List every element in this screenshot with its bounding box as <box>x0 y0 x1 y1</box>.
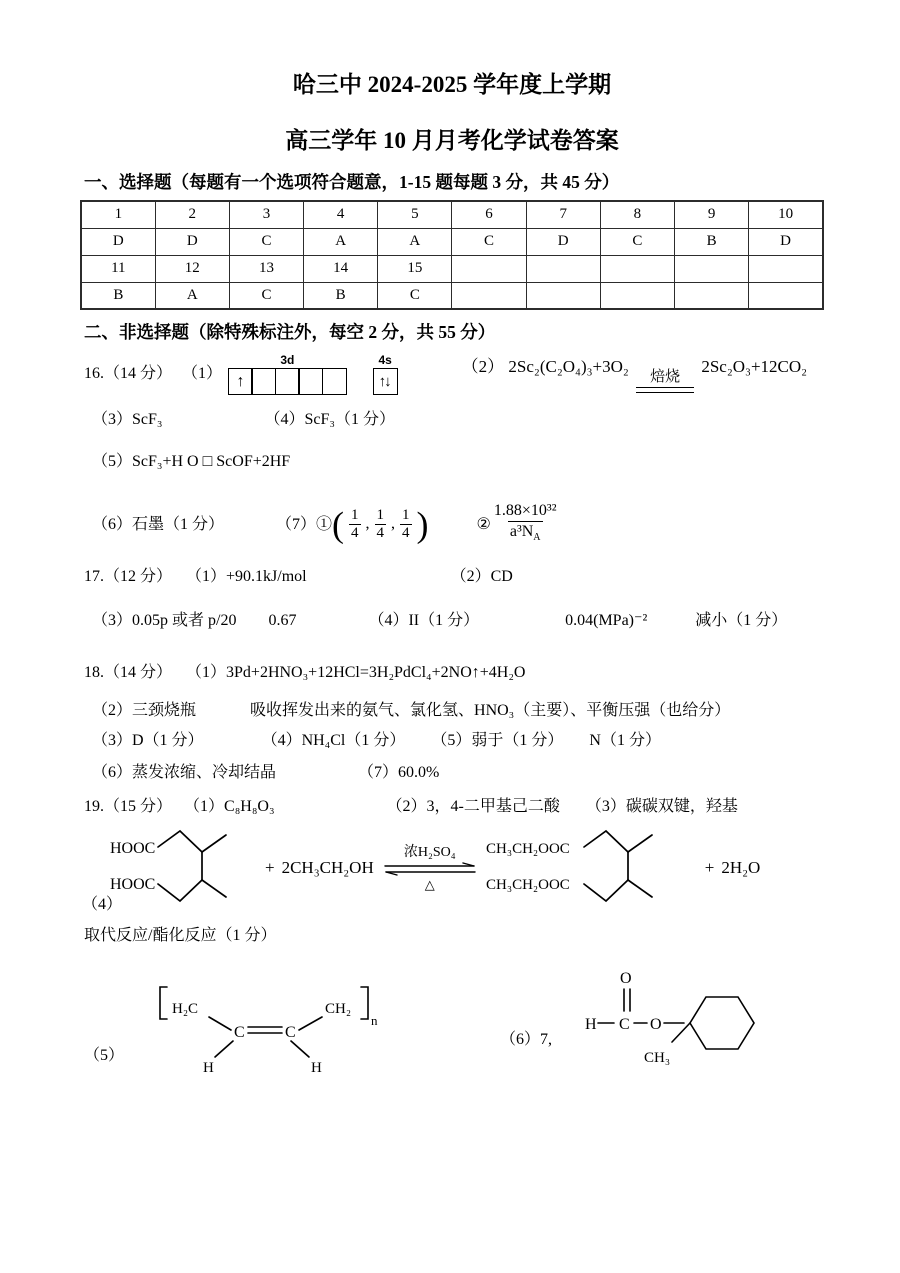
section-1-heading: 一、选择题（每题有一个选项符合题意，1-15 题每题 3 分，共 45 分） <box>84 172 620 192</box>
fraction-denominator: 4 <box>351 525 359 542</box>
question-19-bottom-row <box>84 963 824 1075</box>
table-row <box>81 282 823 309</box>
q17-part2: （2）CD <box>450 568 513 586</box>
q19-part3: （3）碳碳双键，羟基 <box>585 798 738 816</box>
orbital-4s-group <box>373 353 398 395</box>
condition-text: 焙烧 <box>650 368 681 385</box>
carbon-label: C <box>234 1024 245 1042</box>
question-16-line-3 <box>84 451 824 473</box>
table-cell: A <box>378 228 452 255</box>
orbital-3d-label: 3d <box>280 353 295 367</box>
open-paren: ( <box>332 504 345 545</box>
table-cell: 14 <box>304 255 378 282</box>
table-cell <box>452 255 526 282</box>
q17-part4: （4）II（1 分） <box>368 612 480 630</box>
h2c-label: H₂C <box>172 1001 199 1018</box>
orbital-box <box>251 368 276 395</box>
table-cell <box>600 255 674 282</box>
q17-part4c: 减小（1 分） <box>695 612 788 630</box>
table-cell: D <box>155 228 229 255</box>
reversible-arrows-icon <box>384 862 476 876</box>
orbital-box <box>298 368 323 395</box>
question-16-line-2 <box>84 409 824 431</box>
q18-part2-answer: 吸收挥发出来的氨气、氯化氢、HNO₃（主要）、平衡压强（也给分） <box>250 702 731 720</box>
fraction-denominator: 4 <box>376 525 385 542</box>
ch3-label: CH₃ <box>644 1050 671 1067</box>
ester-group-label: CH₃CH₂OOC <box>485 877 570 894</box>
plus-sign: + <box>265 858 275 878</box>
hydrogen-label: H <box>203 1060 214 1076</box>
q16-number: 16.（14 分） <box>84 365 173 382</box>
ester-group-label: CH₃CH₂OOC <box>485 841 570 858</box>
orbital-box <box>275 368 300 395</box>
question-18-line-3 <box>84 730 824 752</box>
equation-rhs: 2Sc₂O₃+12CO₂ <box>701 356 808 376</box>
table-cell: C <box>378 282 452 309</box>
table-cell: 7 <box>526 201 600 228</box>
q17-part1: （1）+90.1kJ/mol <box>186 568 307 586</box>
q18-part3: （3）D（1 分） <box>92 732 204 750</box>
q16-part6: （6）石墨（1 分） <box>92 515 225 533</box>
table-cell: C <box>600 228 674 255</box>
hooc-label: HOOC <box>110 840 156 858</box>
hooc-label: HOOC <box>110 876 156 894</box>
q17-part3: （3）0.05p 或者 p/20 <box>92 612 237 630</box>
fraction-triplet <box>332 504 429 545</box>
q16-part1-label: （1） <box>182 365 223 382</box>
table-cell: D <box>526 228 600 255</box>
table-cell: 12 <box>155 255 229 282</box>
q16-part4: （4）ScF₃（1 分） <box>264 411 395 428</box>
q16-part2-equation <box>462 356 807 393</box>
q19-part1: （1）C₈H₈O₃ <box>184 798 275 816</box>
q16-part7-label: （7）① <box>276 515 333 533</box>
orbital-4s-label: 4s <box>378 353 392 367</box>
table-row <box>81 255 823 282</box>
fraction-denominator: 4 <box>402 525 410 542</box>
carbon-label: C <box>285 1024 296 1042</box>
q18-part2-label: （2）三颈烧瓶 <box>92 702 197 720</box>
table-cell <box>675 282 749 309</box>
table-cell: A <box>304 228 378 255</box>
orbital-box: ↑↓ <box>373 368 398 395</box>
q19-part4-answer: 取代反应/酯化反应（1 分） <box>84 927 277 945</box>
carbon-label: C <box>619 1016 630 1034</box>
table-cell: 1 <box>81 201 155 228</box>
diester-structure <box>486 822 698 914</box>
table-cell: C <box>229 282 303 309</box>
formate-ester-structure <box>558 963 758 1075</box>
fraction-numerator: 1 <box>376 507 385 524</box>
q19-part5-label: （5） <box>84 1047 125 1065</box>
table-cell: 13 <box>229 255 303 282</box>
diacid-structure <box>108 822 258 914</box>
q17-part3b: 0.67 <box>268 612 297 630</box>
table-cell: A <box>155 282 229 309</box>
hydrogen-label: H <box>585 1016 597 1034</box>
denominator-subscript: A <box>533 532 541 544</box>
q19-part2: （2）3，4-二甲基己二酸 <box>386 798 560 816</box>
q18-part4: （4）NH₄Cl（1 分） <box>261 732 406 750</box>
q18-part7: （7）60.0% <box>358 764 440 782</box>
water-formula: 2H₂O <box>721 858 761 878</box>
q19-part5-group <box>84 973 380 1075</box>
table-cell: B <box>675 228 749 255</box>
q16-part7b-label: ② <box>476 515 491 533</box>
question-18-line-2 <box>84 700 824 722</box>
fraction <box>375 507 387 542</box>
orbital-box <box>322 368 347 395</box>
oxygen-label: O <box>620 970 632 988</box>
polymer-structure <box>130 973 380 1075</box>
fraction-numerator: 1 <box>402 507 410 524</box>
orbital-3d-group <box>228 353 347 395</box>
comma: , <box>391 515 396 533</box>
table-cell: 2 <box>155 201 229 228</box>
denominator-base: a³N <box>509 523 534 540</box>
q16-part5: （5）ScF₃+H O □ ScOF+2HF <box>92 453 291 470</box>
question-18-line-4 <box>84 762 824 784</box>
table-cell: 11 <box>81 255 155 282</box>
table-row <box>81 228 823 255</box>
question-16-line-1 <box>84 353 824 395</box>
fraction <box>400 507 412 542</box>
fraction-numerator: 1.88×10³² <box>493 502 557 519</box>
table-cell: C <box>452 228 526 255</box>
ethanol-formula: 2CH₃CH₂OH <box>281 858 374 878</box>
q19-number: 19.（15 分） <box>84 798 173 816</box>
comma: , <box>365 515 370 533</box>
plus-sign: + <box>704 858 715 878</box>
table-cell <box>675 255 749 282</box>
table-cell: 6 <box>452 201 526 228</box>
double-equals-line <box>636 387 694 393</box>
table-cell: 10 <box>749 201 823 228</box>
exam-title: 哈三中 2024-2025 学年度上学期 <box>292 72 612 97</box>
table-cell: 3 <box>229 201 303 228</box>
table-cell <box>526 255 600 282</box>
q18-number: 18.（14 分） <box>84 664 173 682</box>
oxygen-label: O <box>650 1016 662 1034</box>
table-cell <box>749 282 823 309</box>
fraction-numerator: 1 <box>351 507 359 524</box>
condition-above-arrow: 浓H₂SO₄ <box>403 845 456 861</box>
answer-table <box>80 200 824 310</box>
table-cell: B <box>81 282 155 309</box>
q18-part1: （1）3Pd+2HNO₃+12HCl=3H₂PdCl₄+2NO↑+4H₂O <box>186 664 526 682</box>
ch2-label: CH₂ <box>325 1001 352 1018</box>
orbital-3d-boxes <box>228 368 347 395</box>
question-19-line-1 <box>84 796 824 818</box>
q19-part6-label: （6）7, <box>500 1031 553 1049</box>
question-16-line-4 <box>84 501 824 548</box>
fraction <box>349 507 361 542</box>
condition-below-arrow: △ <box>424 877 435 893</box>
question-17-line-2 <box>84 610 824 632</box>
esterification-reaction <box>80 822 824 914</box>
close-paren: ) <box>416 504 429 545</box>
table-cell: 5 <box>378 201 452 228</box>
q19-part4-label: （4） <box>82 896 123 914</box>
section-2-heading: 二、非选择题（除特殊标注外，每空 2 分，共 55 分） <box>84 322 496 342</box>
table-cell <box>600 282 674 309</box>
hydrogen-label: H <box>311 1060 322 1076</box>
table-row <box>81 201 823 228</box>
q17-part4b: 0.04(MPa)⁻² <box>565 612 648 630</box>
table-cell: C <box>229 228 303 255</box>
table-cell <box>452 282 526 309</box>
exam-subtitle: 高三学年 10 月月考化学试卷答案 <box>285 128 619 153</box>
orbital-4s-boxes <box>373 368 398 395</box>
q18-part6: （6）蒸发浓缩、冷却结晶 <box>92 764 277 782</box>
table-cell: 8 <box>600 201 674 228</box>
table-cell: D <box>749 228 823 255</box>
subscript-n: n <box>371 1013 378 1029</box>
table-cell: B <box>304 282 378 309</box>
equation-lhs: 2Sc₂(C₂O₄)₃+3O₂ <box>508 356 629 376</box>
table-cell: 9 <box>675 201 749 228</box>
question-17-line-1 <box>84 566 824 588</box>
q16-part3: （3）ScF₃ <box>92 411 163 428</box>
orbital-box: ↑ <box>228 368 253 395</box>
q18-part5b: N（1 分） <box>589 732 661 750</box>
fraction-expression <box>492 501 559 548</box>
equilibrium-arrow <box>384 843 476 893</box>
q19-part6-group <box>500 963 758 1075</box>
q17-number: 17.（12 分） <box>84 568 173 586</box>
table-cell: 4 <box>304 201 378 228</box>
table-cell <box>526 282 600 309</box>
fraction-denominator <box>508 521 543 548</box>
table-cell: D <box>81 228 155 255</box>
orbital-diagram <box>228 353 398 395</box>
table-cell <box>749 255 823 282</box>
q18-part5: （5）弱于（1 分） <box>431 732 564 750</box>
q16-part2-label: （2） <box>461 356 505 376</box>
table-cell: 15 <box>378 255 452 282</box>
equation-condition <box>636 368 694 393</box>
question-18-line-1 <box>84 662 824 684</box>
